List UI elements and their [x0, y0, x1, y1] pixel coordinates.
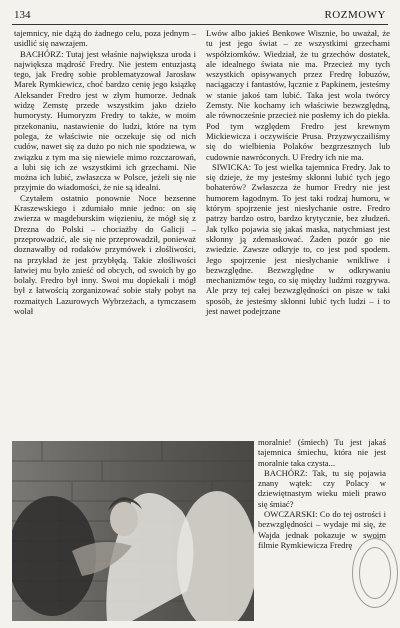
right-column-lower: [258, 437, 386, 550]
library-stamp: [352, 538, 398, 608]
paragraph: Lwów albo jakieś Benkowe Wisznie, bo uważał, że tu jest jego świat – ze wszystkimi grzechami współziomków. Wiedział, że tu grzechów dostatek, ale idealnego świata nie ma. Przecież my tych wszystkich opisywanych przez Fredrę łobuzów, naciągaczy i fantastów, łącznie z Papkinem, jesteśmy w stanie jakoś tam lubić. Taka jest wola twórcy Zemsty. Nie kochamy ich właściwie bezwzględną, ale równocześnie przecież nie posłemy ich do piekła. Pod tym względem Fredro jest krewnym Mickiewicza i oczywiście Prusa. Przyzwyczailiśmy się do wielbienia Polaków bezgrzesznych lub cudownie nawróconych. U Fredry ich nie ma.: [206, 28, 390, 162]
page-number: 134: [14, 9, 31, 21]
paragraph: OWCZARSKI: Co do tej ostrości i bezwzględności – wydaje mi się, że Wajda jednak pokazuje w swoim filmie Rymkiewicza Fredrę: [258, 509, 386, 550]
paragraph: moralnie! (śmiech) Tu jest jakaś tajemnica śmiechu, która nie jest moralnie taka czysta...: [258, 437, 386, 468]
stamp-inner-ring: [359, 547, 391, 599]
paragraph: SIWICKA: To jest wielka tajemnica Fredry. Jak to się dzieje, że my jesteśmy skłonni lubić tych jego bohaterów? Zwłaszcza że humor Fredry nie jest humorem łagodnym. To jest taki rodzaj humoru, w którym spojrzenie jest niesłychanie ostre. Fredro patrzy bardzo ostro, bardzo krytycznie, bez złudzeń. Jak tylko pojawia się jakaś maska, natychmiast jest skłonny ją zdemaskować. Żaden pozór go nie zwiedzie. Zawsze odkryje to, co jest pod spodem. Jego spojrzenie jest niesłychanie wnikliwe i bezwzględne. Bezwzględne w odkrywaniu mechanizmów tego, co się między ludźmi rozgrywa. Ale przy tej całej bezwzględności on pisze w taki sposób, że jesteśmy skłonni lubić tych ludzi – i to jest nawet podejrzane: [206, 161, 390, 317]
left-column: [14, 28, 196, 316]
paragraph: BACHÓRZ: Tutaj jest właśnie największa uroda i największa mądrość Fredry. Nie jestem entuzjastą tego, jak Fredrę sobie problematyzował Jarosław Marek Rymkiewicz, choć bardzo cenię jego książkę Aleksander Fredro jest w złym humorze. Jednak widzę Zemstę przede wszystkim jako dzieło humorysty. Humoryzm Fredry to także, w moim przekonaniu, nastawienie do ludzi, które na tym polega, że właściwie nie oczekuje się od nich cudów, nawet się za dużo po nich nie spodziewa, w związku z tym ma się niewiele mimo rozczarowań, a lubi się ich ze wszystkimi ich grzechami. Nie można ich lubić, zwłaszcza w Polsce, jeżeli się nie przyjmie do wiadomości, że nie są idealni.: [14, 48, 196, 193]
paragraph: tajemnicy, nie dążą do żadnego celu, poza jednym – usidlić się nawzajem.: [14, 28, 196, 49]
paragraph: Czytałem ostatnio ponownie Noce bezsenne Kraszewskiego i zdumiało mnie jedno: on się zwierza w magdeburskim więzieniu, że mógł się z Drezna do Polski – chociażby do Galicji – przeprowadzić, ale się nie przeprowadził, ponieważ doznawałby od rodaków przymówek i złośliwości, na przykład że jest przybłędą. Takie złośliwości łatwiej mu było znieść od obcych, od swoich by go bolały. Fredro był inny. Swoi mu dopiekali i mógł był z łatwością zorganizować sobie stały pobyt na rozmaitych Lazurowych Wybrzeżach, a tymczasem wolał: [14, 192, 196, 317]
paragraph: BACHÓRZ: Tak, tu się pojawia znany wątek: czy Polacy w dziewiętnastym wieku mieli prawo się śmiać?: [258, 467, 386, 509]
film-still-photo: [12, 441, 254, 621]
page-header: [12, 6, 388, 25]
section-title: ROZMOWY: [324, 9, 386, 21]
photo-illustration: [12, 441, 254, 621]
right-column: [206, 28, 390, 316]
